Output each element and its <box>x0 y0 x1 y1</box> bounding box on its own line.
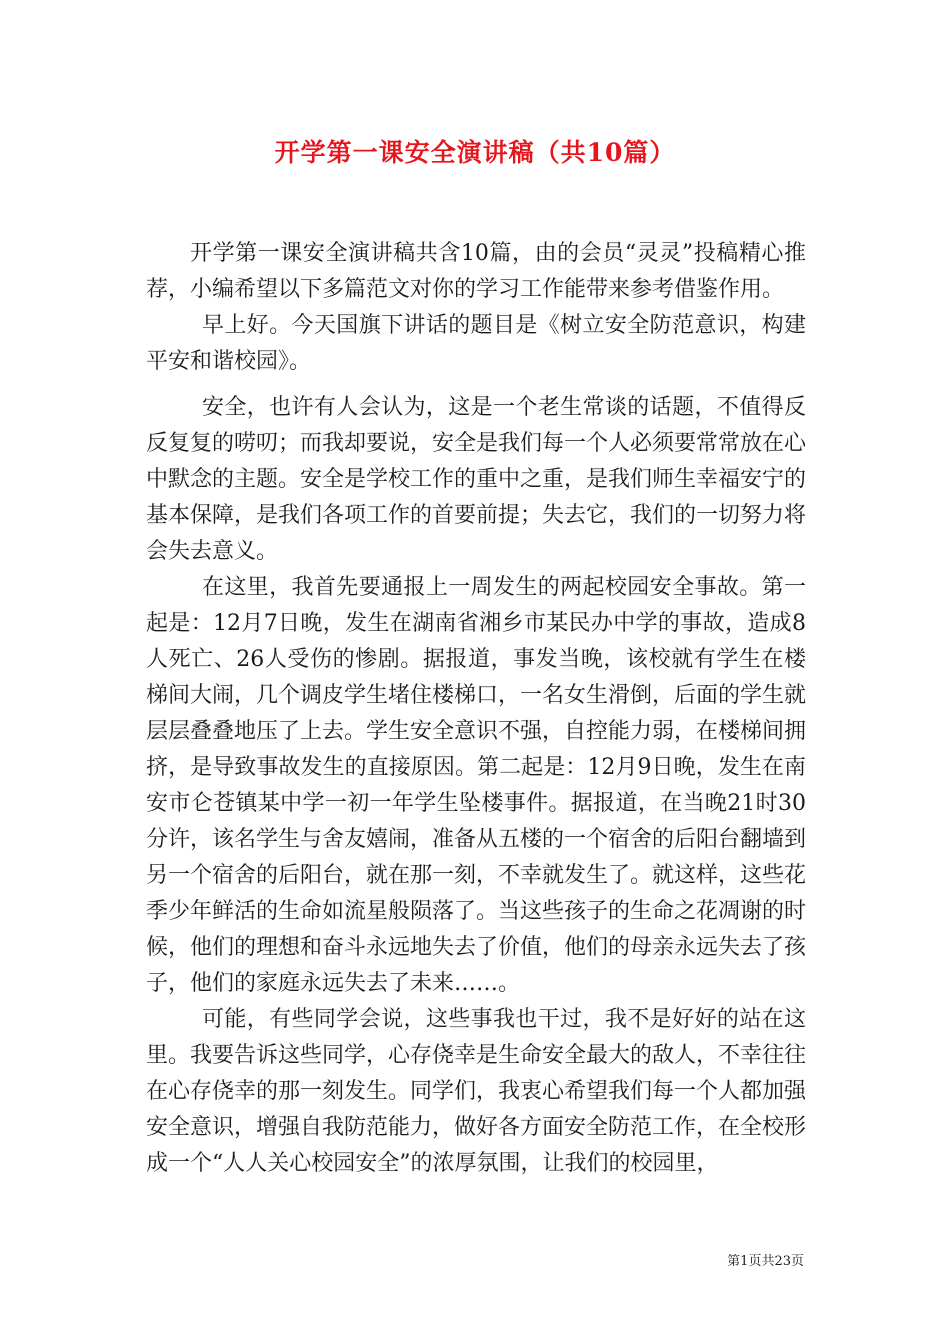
page-number: 第1页共23页 <box>727 1254 804 1269</box>
paragraph-greeting: 早上好。今天国旗下讲话的题目是《树立安全防范意识，构建平安和谐校园》。 <box>146 313 806 374</box>
document-title: 开学第一课安全演讲稿（共10篇） <box>274 138 676 167</box>
paragraph-appeal: 可能，有些同学会说，这些事我也干过，我不是好好的站在这里。我要告诉这些同学，心存侥幸是生命安全最大的敌人，不幸往往在心存侥幸的那一刻发生。同学们，我衷心希望我们每一个人都加强安全意识，增强自我防范能力，做好各方面安全防范工作，在全校形成一个“人人关心校园安全”的浓厚氛围，让我们的校园里， <box>146 1007 807 1176</box>
document-body <box>146 236 806 1182</box>
paragraph-safety-topic: 安全，也许有人会认为，这是一个老生常谈的话题，不值得反反复复的唠叨；而我却要说，安全是我们每一个人必须要常常放在心中默念的主题。安全是学校工作的重中之重，是我们师生幸福安宁的基本保障，是我们各项工作的首要前提；失去它，我们的一切努力将会失去意义。 <box>146 395 807 564</box>
paragraph-incident-report: 在这里，我首先要通报上一周发生的两起校园安全事故。第一起是：12月7日晚，发生在湖南省湘乡市某民办中学的事故，造成8人死亡、26人受伤的惨剧。据报道，事发当晚，该校就有学生在楼梯间大闹，几个调皮学生堵住楼梯口，一名女生滑倒，后面的学生就层层叠叠地压了上去。学生安全意识不强，自控能力弱，在楼梯间拥挤，是导致事故发生的直接原因。第二起是：12月9日晚，发生在南安市仑苍镇某中学一初一年学生坠楼事件。据报道，在当晚21时30分许，该名学生与舍友嬉闹，准备从五楼的一个宿舍的后阳台翻墙到另一个宿舍的后阳台，就在那一刻，不幸就发生了。就这样，这些花季少年鲜活的生命如流星般陨落了。当这些孩子的生命之花凋谢的时候，他们的理想和奋斗永远地失去了价值，他们的母亲永远失去了孩子，他们的家庭永远失去了未来……。 <box>146 575 807 996</box>
paragraph-intro: 开学第一课安全演讲稿共含10篇，由的会员“灵灵”投稿精心推荐，小编希望以下多篇范文对你的学习工作能带来参考借鉴作用。 <box>146 241 806 302</box>
